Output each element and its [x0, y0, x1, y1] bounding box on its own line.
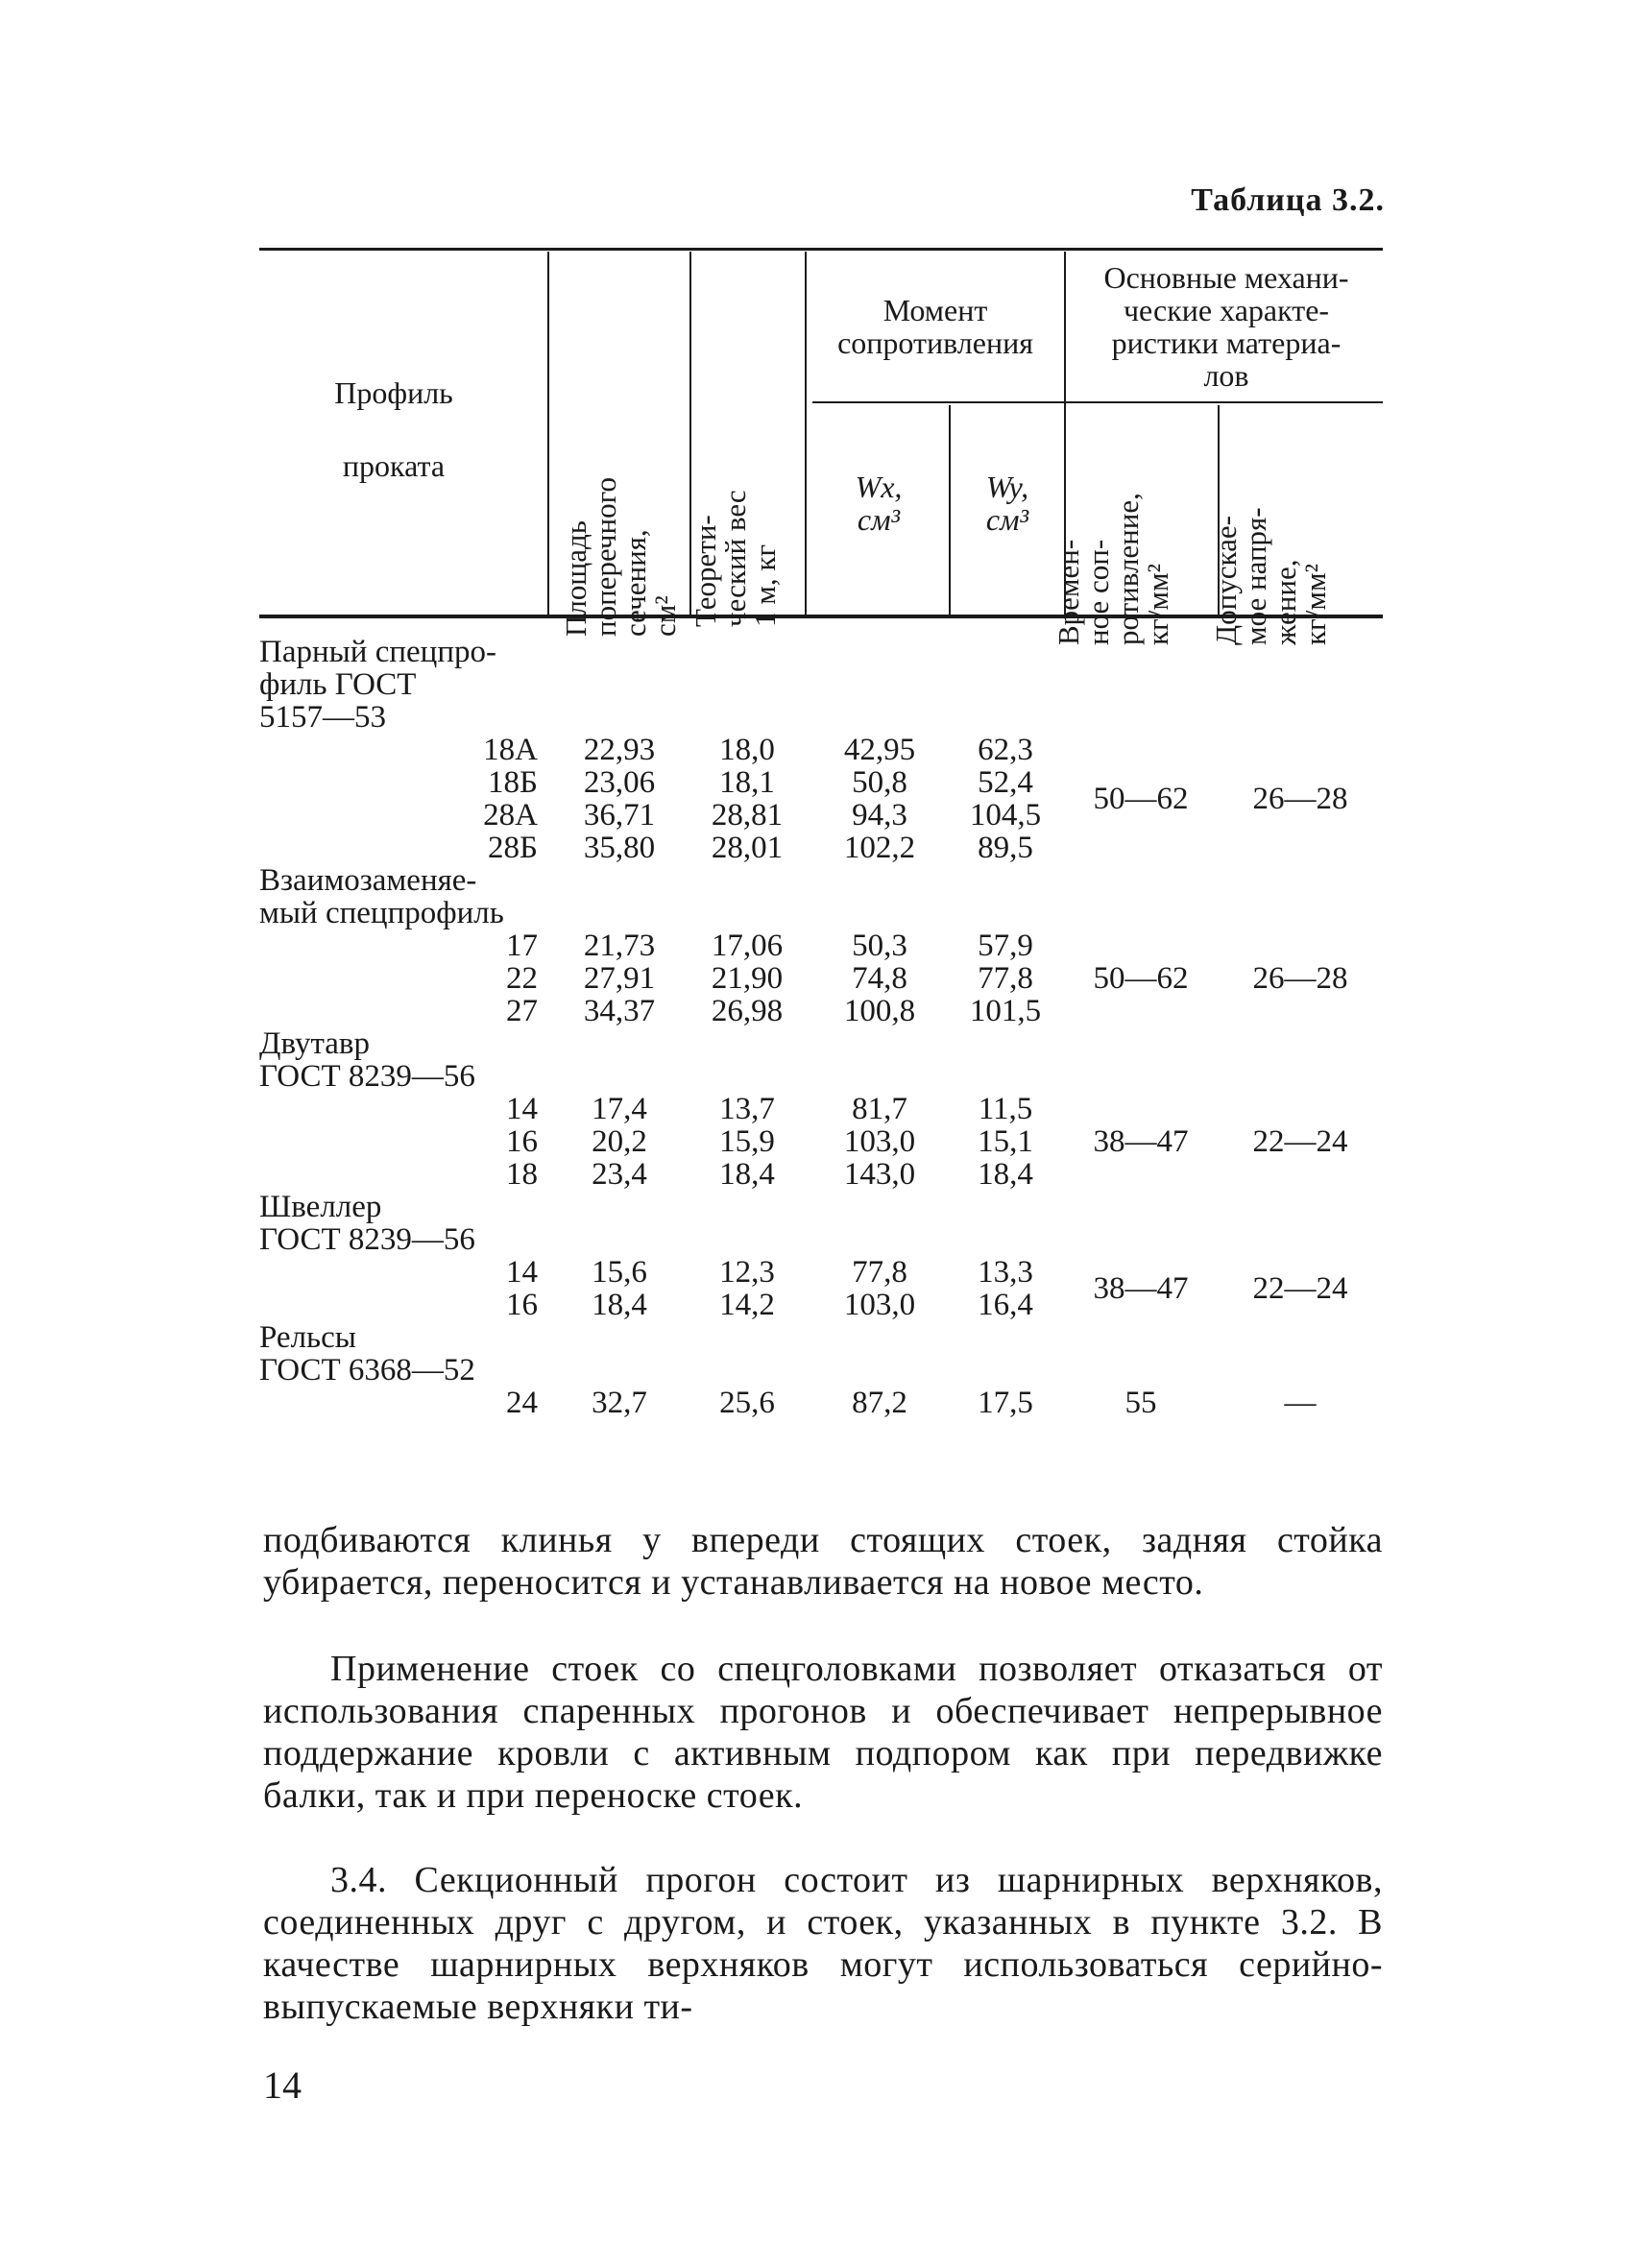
table-cell-profile: 14 [506, 1255, 538, 1290]
table-cell-wx: 42,95 [843, 733, 916, 767]
table-cell-area: 22,93 [583, 733, 656, 767]
table-cell-area: 15,6 [592, 1255, 647, 1290]
table-cell-profile: 27 [506, 994, 538, 1028]
table-cell-weight: 14,2 [719, 1288, 775, 1322]
table-cell-wy: 11,5 [978, 1092, 1033, 1126]
table-cell-profile: 18 [506, 1157, 538, 1192]
table-cell-profile: 22 [506, 961, 538, 996]
group-title-line: мый спецпрофиль [259, 896, 504, 930]
table-cell-wy: 17,5 [978, 1386, 1033, 1420]
table-cell-wx: 50,8 [852, 765, 907, 800]
table-cell-profile: 16 [506, 1124, 538, 1159]
table-cell-weight: 18,0 [719, 733, 775, 767]
table-cell-wx: 100,8 [843, 994, 916, 1028]
table-cell-wx: 87,2 [852, 1386, 907, 1420]
paragraph-1: подбиваются клинья у впереди стоящих стоек, задняя стойка убирается, переносится и устанавливается на новое место. [263, 1520, 1383, 1603]
group-title-line: 5157—53 [259, 700, 386, 735]
table-cell-wx: 103,0 [843, 1288, 916, 1322]
table-cell-allowable: 22—24 [1252, 1124, 1348, 1159]
header-wy-label: Wy, [985, 470, 1029, 504]
table-cell-strength: 50—62 [1093, 961, 1189, 996]
group-title-line: филь ГОСТ [259, 667, 417, 702]
table-caption: Таблица 3.2. [1191, 182, 1385, 218]
table-cell-weight: 15,9 [719, 1124, 775, 1159]
table-cell-area: 23,4 [592, 1157, 647, 1192]
table-cell-area: 35,80 [583, 831, 656, 865]
group-title-line: Рельсы [259, 1320, 356, 1355]
header-wy-unit: см³ [985, 502, 1029, 537]
table-cell-strength: 50—62 [1093, 782, 1189, 816]
table-cell-wx: 94,3 [852, 798, 907, 832]
table-cell-wy: 89,5 [978, 831, 1033, 865]
header-allowable: Допускае- мое напря- жение, кг/мм² [1209, 507, 1332, 645]
table-cell-wy: 57,9 [978, 929, 1033, 963]
table-cell-allowable: 26—28 [1252, 782, 1348, 816]
table-cell-wy: 18,4 [978, 1157, 1033, 1192]
header-strength: Времен- ное соп- ротивление, кг/мм² [1052, 493, 1174, 645]
group-title-line: Парный спецпро- [259, 635, 496, 669]
header-moment: Момент сопротивления [837, 293, 1033, 360]
header-weight: Теорети- ческий вес 1 м, кг [689, 490, 782, 627]
table-cell-weight: 21,90 [711, 961, 784, 996]
table-cell-wx: 103,0 [843, 1124, 916, 1159]
header-area: Площадь поперечного сечения, см² [559, 476, 682, 637]
col-rule-1 [547, 252, 549, 615]
header-profile-line2: проката [342, 448, 446, 483]
table-cell-wx: 50,3 [852, 929, 907, 963]
header-wy [951, 470, 1064, 536]
table-cell-profile: 24 [506, 1386, 538, 1420]
header-wx-unit: см³ [857, 502, 901, 537]
table-cell-profile: 28Б [488, 831, 538, 865]
table-cell-allowable: — [1284, 1386, 1317, 1420]
table-cell-strength: 38—47 [1093, 1124, 1189, 1159]
table-cell-weight: 28,81 [711, 798, 784, 832]
table-cell-profile: 28А [483, 798, 538, 832]
group-title-line: ГОСТ 8239—56 [259, 1222, 475, 1257]
table-cell-area: 36,71 [583, 798, 656, 832]
table-cell-profile: 17 [506, 929, 538, 963]
table-cell-weight: 25,6 [719, 1386, 775, 1420]
table-cell-wx: 81,7 [852, 1092, 907, 1126]
header-wx-label: Wx, [855, 470, 903, 504]
table-cell-wy: 15,1 [978, 1124, 1033, 1159]
table-cell-profile: 14 [506, 1092, 538, 1126]
table-cell-wx: 143,0 [843, 1157, 916, 1192]
table-cell-area: 32,7 [592, 1386, 647, 1420]
group-title-line: ГОСТ 6368—52 [259, 1353, 475, 1387]
table-cell-wx: 77,8 [852, 1255, 907, 1290]
paragraph-3: 3.4. Секционный прогон состоит из шарнирных верхняков, соединенных друг с другом, и стоек, указанных в пункте 3.2. В качестве шарнирных верхняков могут использоваться серийно-выпускаемые верхняки ти- [263, 1860, 1383, 2027]
table-cell-wy: 16,4 [978, 1288, 1033, 1322]
table-cell-wy: 104,5 [969, 798, 1042, 832]
group-title-line: Двутавр [259, 1026, 371, 1061]
table-cell-profile: 18А [483, 733, 538, 767]
group-title-line: ГОСТ 8239—56 [259, 1059, 475, 1094]
table-top-rule [259, 248, 1383, 251]
col-rule-3 [805, 252, 807, 615]
group-title-line: Взаимозаменяе- [259, 863, 477, 898]
table-cell-weight: 26,98 [711, 994, 784, 1028]
table-cell-allowable: 26—28 [1252, 961, 1348, 996]
paragraph-2: Применение стоек со спецголовками позволяет отказаться от использования спаренных прогонов и обеспечивает непрерывное поддержание кровли с активным подпором как при передвижке балки, так и при переноске стоек. [263, 1649, 1383, 1816]
table-cell-profile: 18Б [488, 765, 538, 800]
table-cell-area: 34,37 [583, 994, 656, 1028]
table-cell-area: 23,06 [583, 765, 656, 800]
table-cell-wy: 101,5 [969, 994, 1042, 1028]
header-profile-line1: Профиль [334, 375, 453, 410]
table-cell-weight: 13,7 [719, 1092, 775, 1126]
header-wx [809, 470, 949, 536]
table-cell-area: 20,2 [592, 1124, 647, 1159]
table-cell-profile: 16 [506, 1288, 538, 1322]
table-cell-wy: 52,4 [978, 765, 1033, 800]
table-cell-area: 21,73 [583, 929, 656, 963]
group-title-line: Швеллер [259, 1190, 382, 1224]
table-cell-area: 27,91 [583, 961, 656, 996]
table-cell-weight: 17,06 [711, 929, 784, 963]
table-cell-area: 18,4 [592, 1288, 647, 1322]
page-number: 14 [263, 2063, 302, 2107]
table-cell-strength: 55 [1124, 1386, 1157, 1420]
table-cell-wy: 62,3 [978, 733, 1033, 767]
table-cell-wx: 102,2 [843, 831, 916, 865]
table-cell-area: 17,4 [592, 1092, 647, 1126]
table-cell-weight: 12,3 [719, 1255, 775, 1290]
table-cell-weight: 18,4 [719, 1157, 775, 1192]
table-cell-wy: 13,3 [978, 1255, 1033, 1290]
header-mech: Основные механи- ческие характе- ристики материа- лов [1103, 260, 1349, 393]
table-cell-strength: 38—47 [1093, 1271, 1189, 1306]
table-cell-allowable: 22—24 [1252, 1271, 1348, 1306]
moment-divider-rule [812, 401, 1383, 403]
table-cell-wx: 74,8 [852, 961, 907, 996]
table-cell-weight: 18,1 [719, 765, 775, 800]
table-cell-weight: 28,01 [711, 831, 784, 865]
table-cell-wy: 77,8 [978, 961, 1033, 996]
